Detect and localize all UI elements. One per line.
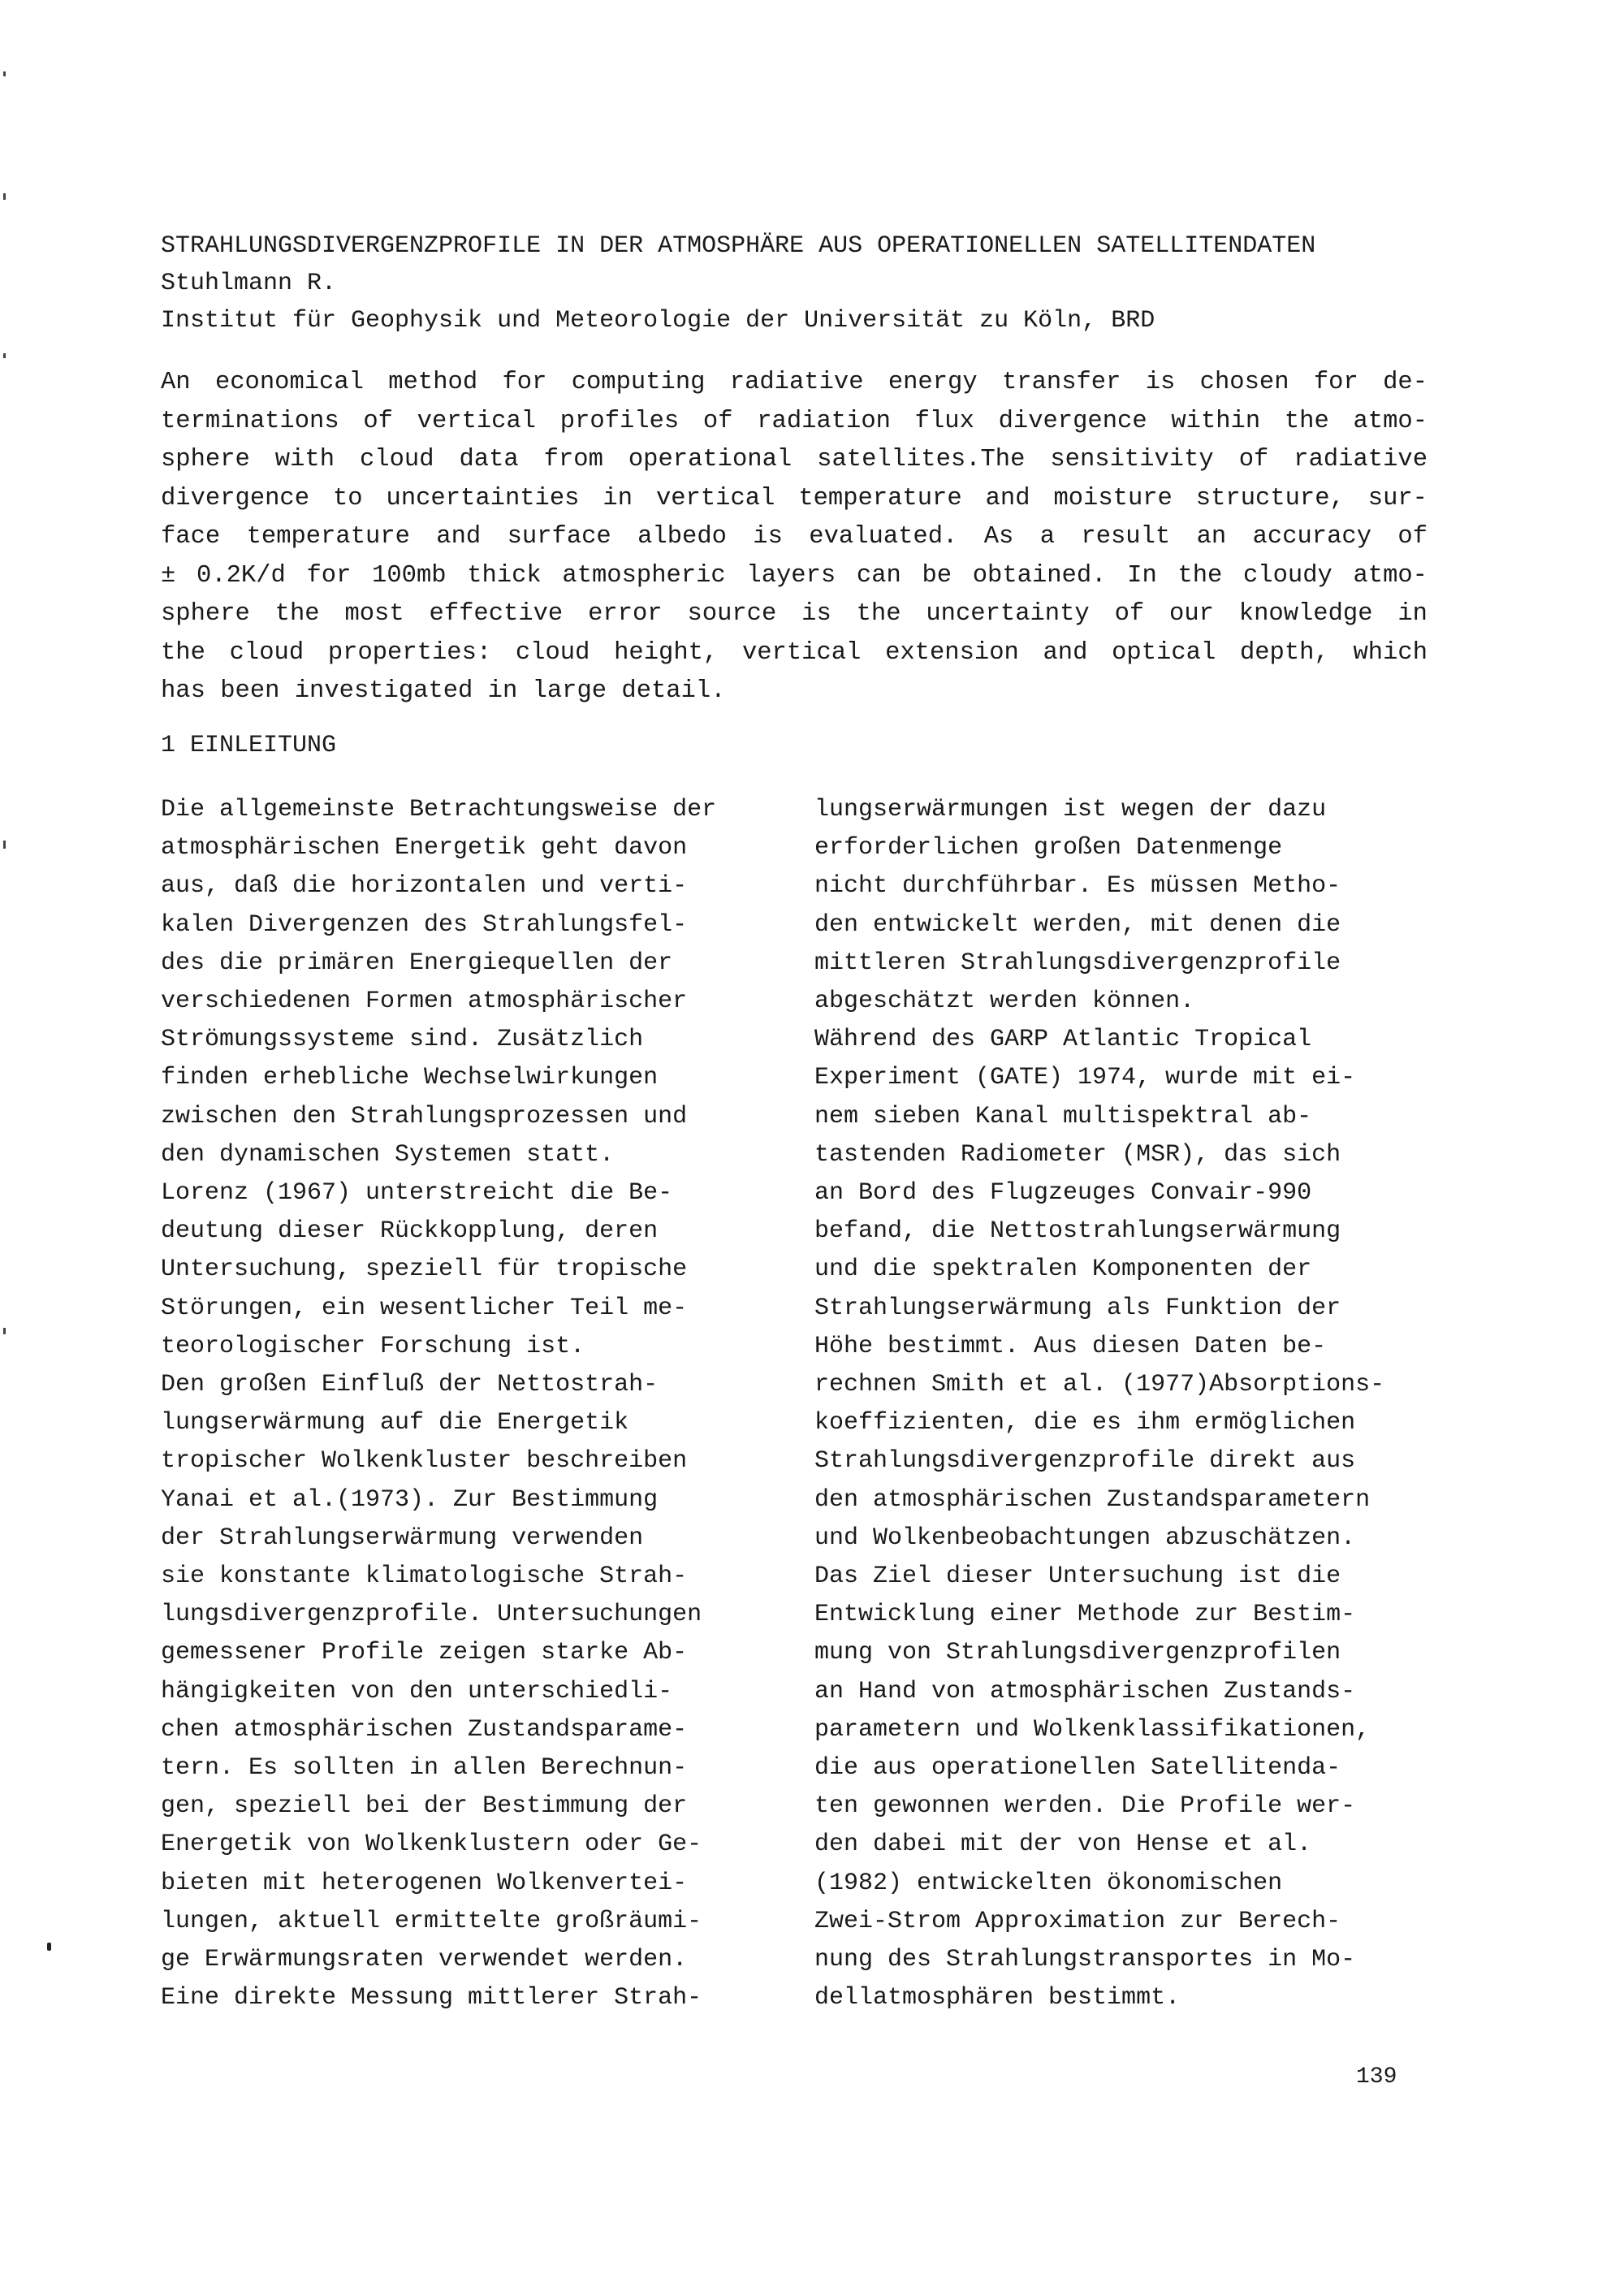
body-line: gemessener Profile zeigen starke Ab- — [161, 1639, 688, 1667]
body-line: koeffizienten, die es ihm ermöglichen — [814, 1409, 1356, 1437]
right-column — [814, 791, 1432, 2018]
body-line: lungen, aktuell ermittelte großräumi- — [161, 1907, 702, 1935]
paper-affiliation: Institut für Geophysik und Meteorologie der Universität zu Köln, BRD — [161, 307, 1155, 335]
scan-edge-mark — [3, 193, 6, 200]
abstract-line: An economical method for computing radiative energy transfer is chosen for de- — [161, 369, 1427, 396]
body-line: nem sieben Kanal multispektral ab- — [814, 1102, 1312, 1130]
body-line: bieten mit heterogenen Wolkenvertei- — [161, 1869, 688, 1897]
body-line: Strahlungsdivergenzprofile direkt aus — [814, 1447, 1356, 1476]
body-line: befand, die Nettostrahlungserwärmung — [814, 1217, 1341, 1246]
paper-title: STRAHLUNGSDIVERGENZPROFILE IN DER ATMOSPHÄRE AUS OPERATIONELLEN SATELLITENDATEN — [161, 232, 1316, 260]
abstract-line: the cloud properties: cloud height, vertical extension and optical depth, which — [161, 638, 1427, 667]
body-line: Das Ziel dieser Untersuchung ist die — [814, 1563, 1341, 1591]
body-line: Den großen Einfluß der Nettostrah- — [161, 1371, 659, 1399]
body-line: kalen Divergenzen des Strahlungsfel- — [161, 910, 688, 939]
body-line: (1982) entwickelten ökonomischen — [814, 1869, 1283, 1897]
body-line: tern. Es sollten in allen Berechnun- — [161, 1754, 688, 1783]
body-line: Eine direkte Messung mittlerer Strah- — [161, 1984, 702, 2012]
body-line: an Bord des Flugzeuges Convair-990 — [814, 1179, 1312, 1208]
body-line: den atmosphärischen Zustandsparametern — [814, 1485, 1371, 1514]
body-line: den dabei mit der von Hense et al. — [814, 1831, 1312, 1859]
scan-edge-mark — [3, 71, 6, 76]
body-line: den dynamischen Systemen statt. — [161, 1140, 615, 1169]
body-line: hängigkeiten von den unterschiedli- — [161, 1677, 673, 1705]
body-line: teorologischer Forschung ist. — [161, 1332, 585, 1360]
body-line: Energetik von Wolkenklustern oder Ge- — [161, 1831, 702, 1859]
paper-author: Stuhlmann R. — [161, 270, 337, 297]
body-line: lungsdivergenzprofile. Untersuchungen — [161, 1601, 702, 1629]
body-line: Strahlungserwärmung als Funktion der — [814, 1294, 1341, 1322]
body-line: und Wolkenbeobachtungen abzuschätzen. — [814, 1524, 1356, 1552]
body-line: lungserwärmungen ist wegen der dazu — [814, 796, 1327, 823]
body-line: Untersuchung, speziell für tropische — [161, 1256, 688, 1284]
left-column — [161, 791, 762, 2018]
body-line: ge Erwärmungsraten verwendet werden. — [161, 1946, 688, 1974]
body-line: Höhe bestimmt. Aus diesen Daten be- — [814, 1332, 1327, 1360]
scan-edge-mark — [3, 841, 6, 849]
body-line: Strömungssysteme sind. Zusätzlich — [161, 1026, 644, 1054]
body-line: ten gewonnen werden. Die Profile wer- — [814, 1792, 1356, 1821]
body-line: erforderlichen großen Datenmenge — [814, 834, 1283, 862]
body-line: gen, speziell bei der Bestimmung der — [161, 1792, 688, 1821]
abstract-line: divergence to uncertainties in vertical temperature and moisture structure, sur- — [161, 484, 1427, 512]
scan-speck — [47, 1943, 51, 1951]
scan-edge-mark — [3, 353, 6, 358]
body-line: parametern und Wolkenklassifikationen, — [814, 1715, 1371, 1744]
body-line: deutung dieser Rückkopplung, deren — [161, 1217, 659, 1246]
abstract-line: has been investigated in large detail. — [161, 677, 726, 705]
paper-header — [161, 227, 1427, 339]
body-line: den entwickelt werden, mit denen die — [814, 910, 1341, 939]
body-line: des die primären Energiequellen der — [161, 949, 673, 977]
body-line: und die spektralen Komponenten der — [814, 1256, 1312, 1284]
body-line: mittleren Strahlungsdivergenzprofile — [814, 949, 1341, 977]
body-line: Experiment (GATE) 1974, wurde mit ei- — [814, 1064, 1356, 1092]
body-line: nicht durchführbar. Es müssen Metho- — [814, 872, 1341, 901]
body-line: Entwicklung einer Methode zur Bestim- — [814, 1601, 1356, 1629]
body-line: chen atmosphärischen Zustandsparame- — [161, 1715, 688, 1744]
body-line: rechnen Smith et al. (1977)Absorptions- — [814, 1371, 1385, 1399]
body-line: Zwei-Strom Approximation zur Berech- — [814, 1907, 1341, 1935]
body-line: abgeschätzt werden können. — [814, 988, 1195, 1016]
body-line: aus, daß die horizontalen und verti- — [161, 872, 688, 901]
body-line: an Hand von atmosphärischen Zustands- — [814, 1677, 1356, 1705]
body-line: der Strahlungserwärmung verwenden — [161, 1524, 644, 1552]
body-line: Die allgemeinste Betrachtungsweise der — [161, 796, 717, 823]
body-line: Während des GARP Atlantic Tropical — [814, 1026, 1312, 1054]
scan-edge-mark — [3, 1328, 6, 1334]
abstract-line: sphere with cloud data from operational satellites.The sensitivity of radiative — [161, 446, 1427, 473]
abstract-line: sphere the most effective error source is the uncertainty of our knowledge in — [161, 600, 1427, 628]
abstract-line: ± 0.2K/d for 100mb thick atmospheric layers can be obtained. In the cloudy atmo- — [161, 561, 1427, 590]
body-line: lungserwärmung auf die Energetik — [161, 1409, 629, 1437]
body-line: tastenden Radiometer (MSR), das sich — [814, 1140, 1341, 1169]
abstract — [161, 364, 1427, 711]
body-line: zwischen den Strahlungsprozessen und — [161, 1102, 688, 1130]
body-line: mung von Strahlungsdivergenzprofilen — [814, 1639, 1341, 1667]
body-line: finden erhebliche Wechselwirkungen — [161, 1064, 659, 1092]
body-line: tropischer Wolkenkluster beschreiben — [161, 1447, 688, 1476]
abstract-line: face temperature and surface albedo is evaluated. As a result an accuracy of — [161, 523, 1427, 551]
body-line: Yanai et al.(1973). Zur Bestimmung — [161, 1485, 659, 1514]
body-line: Lorenz (1967) unterstreicht die Be- — [161, 1179, 673, 1208]
body-line: die aus operationellen Satellitenda- — [814, 1754, 1341, 1783]
body-line: atmosphärischen Energetik geht davon — [161, 834, 688, 862]
body-line: sie konstante klimatologische Strah- — [161, 1563, 688, 1591]
body-line: dellatmosphären bestimmt. — [814, 1984, 1181, 2012]
body-line: nung des Strahlungstransportes in Mo- — [814, 1946, 1356, 1974]
section-heading: 1 EINLEITUNG — [161, 732, 337, 759]
body-line: verschiedenen Formen atmosphärischer — [161, 988, 688, 1016]
abstract-line: terminations of vertical profiles of radiation flux divergence within the atmo- — [161, 407, 1427, 435]
page-number: 139 — [1356, 2064, 1397, 2090]
body-line: Störungen, ein wesentlicher Teil me- — [161, 1294, 688, 1322]
